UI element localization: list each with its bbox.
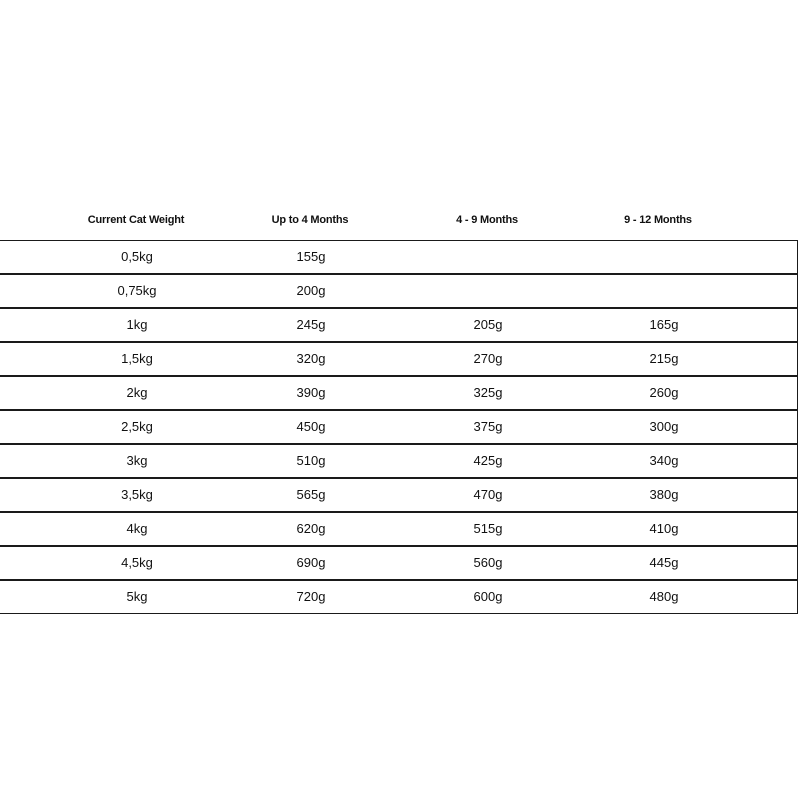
cell-4-9-months: 470g (473, 487, 503, 502)
cell-9-12-months: 300g (649, 419, 679, 434)
cell-up-to-4-months: 200g (296, 283, 326, 298)
table-row (0, 410, 798, 444)
cell-4-9-months: 600g (473, 589, 503, 604)
header-up-to-4-months: Up to 4 Months (271, 214, 349, 226)
header-4-9-months: 4 - 9 Months (456, 214, 518, 226)
table-row (0, 274, 798, 308)
cell-up-to-4-months: 450g (296, 419, 326, 434)
cell-up-to-4-months: 565g (296, 487, 326, 502)
cell-weight: 0,75kg (117, 283, 157, 298)
cell-up-to-4-months: 690g (296, 555, 326, 570)
cell-9-12-months: 410g (649, 521, 679, 536)
cell-up-to-4-months: 720g (296, 589, 326, 604)
table-row (0, 478, 798, 512)
cell-weight: 2,5kg (121, 419, 153, 434)
header-9-12-months: 9 - 12 Months (624, 214, 692, 226)
cell-up-to-4-months: 320g (296, 351, 326, 366)
cell-9-12-months: 340g (649, 453, 679, 468)
cell-4-9-months: 325g (473, 385, 503, 400)
cell-weight: 0,5kg (121, 249, 153, 264)
table-row (0, 546, 798, 580)
cell-up-to-4-months: 510g (296, 453, 326, 468)
cell-up-to-4-months: 155g (296, 249, 326, 264)
cell-weight: 2kg (126, 385, 148, 400)
feeding-table (0, 204, 800, 604)
cell-4-9-months: 270g (473, 351, 503, 366)
table-header-row (0, 204, 800, 240)
cell-weight: 1kg (126, 317, 148, 332)
table-row (0, 376, 798, 410)
table-row (0, 580, 798, 614)
header-current-cat-weight: Current Cat Weight (87, 214, 185, 226)
cell-up-to-4-months: 245g (296, 317, 326, 332)
cell-9-12-months: 215g (649, 351, 679, 366)
cell-up-to-4-months: 390g (296, 385, 326, 400)
cell-weight: 4,5kg (121, 555, 153, 570)
cell-4-9-months: 515g (473, 521, 503, 536)
cell-weight: 4kg (126, 521, 148, 536)
table-row (0, 342, 798, 376)
cell-weight: 3,5kg (121, 487, 153, 502)
table-row (0, 240, 798, 274)
cell-weight: 5kg (126, 589, 148, 604)
cell-weight: 3kg (126, 453, 148, 468)
cell-4-9-months: 560g (473, 555, 503, 570)
cell-4-9-months: 205g (473, 317, 503, 332)
cell-9-12-months: 260g (649, 385, 679, 400)
table-row (0, 512, 798, 546)
cell-weight: 1,5kg (121, 351, 153, 366)
table-row (0, 308, 798, 342)
cell-9-12-months: 445g (649, 555, 679, 570)
table-row (0, 444, 798, 478)
cell-4-9-months: 375g (473, 419, 503, 434)
cell-9-12-months: 380g (649, 487, 679, 502)
cell-9-12-months: 480g (649, 589, 679, 604)
table-body (0, 240, 798, 615)
cell-9-12-months: 165g (649, 317, 679, 332)
cell-up-to-4-months: 620g (296, 521, 326, 536)
cell-4-9-months: 425g (473, 453, 503, 468)
